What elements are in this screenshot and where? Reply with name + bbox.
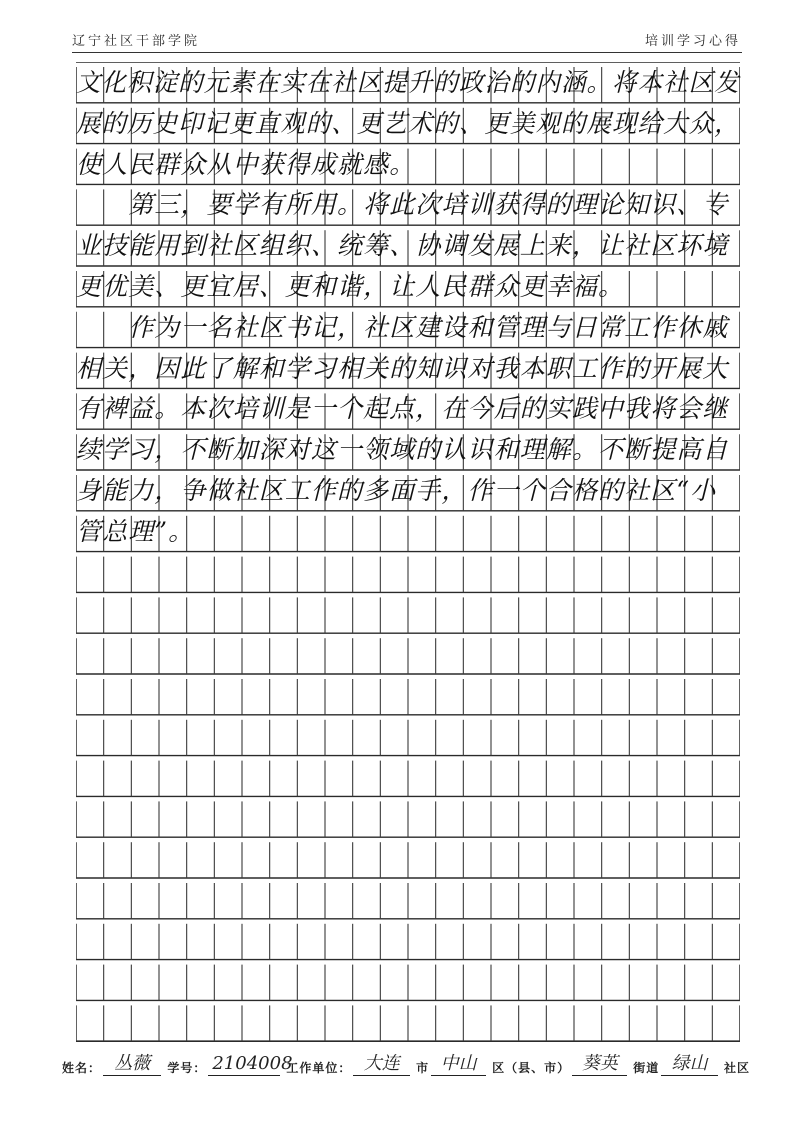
institution-name: 辽宁社区干部学院 [72,34,201,49]
community-value: 绿山 [661,1053,718,1076]
handwritten-line: 续学习，不断加深对这一领域的认识和理解。不断提高自 [76,435,729,465]
signature-footer [62,1050,752,1076]
handwritten-line: 身能力，争做社区工作的多面手，作一个合格的社区“小 [76,476,717,505]
handwritten-line: 文化积淀的元素在实在社区提升的政治的内涵。将本社区发 [76,68,740,97]
district-value: 中山 [431,1053,486,1076]
district-label: 区（县、市） [492,1061,571,1075]
city-value: 大连 [353,1053,410,1076]
name-value: 丛薇 [103,1053,161,1076]
city-label: 市 [416,1061,430,1075]
handwritten-line: 管总理”。 [76,516,195,546]
handwritten-line: 第三，要学有所用。将此次培训获得的理论知识、专 [76,190,729,220]
community-label: 社区 [723,1061,750,1075]
handwritten-line: 更优美、更宜居、更和谐，让人民群众更幸福。 [76,272,625,301]
handwritten-line: 有裨益。本次培训是一个起点，在今后的实践中我将会继 [76,394,729,424]
ruled-writing-sheet [76,62,740,1042]
student-id-label: 学号： [167,1061,207,1075]
street-label: 街道 [633,1061,660,1075]
handwritten-line: 业技能用到社区组织、统筹、协调发展上来，让社区环境 [76,231,729,261]
handwritten-line: 相关，因此了解和学习相关的知识对我本职工作的开展大 [76,353,729,383]
header-divider [72,52,742,53]
work-unit-label: 工作单位： [286,1061,352,1075]
handwritten-line: 作为一名社区书记，社区建设和管理与日常工作休戚 [76,312,729,342]
handwritten-line: 使人民群众从中获得成就感。 [76,149,416,179]
student-id-value: 2104008 [208,1053,280,1076]
name-label: 姓名： [62,1061,102,1075]
document-type: 培训学习心得 [644,34,741,49]
street-value: 葵英 [572,1053,627,1076]
handwritten-line: 展的历史印记更直观的、更艺术的、更美观的展现给大众， [76,108,740,138]
